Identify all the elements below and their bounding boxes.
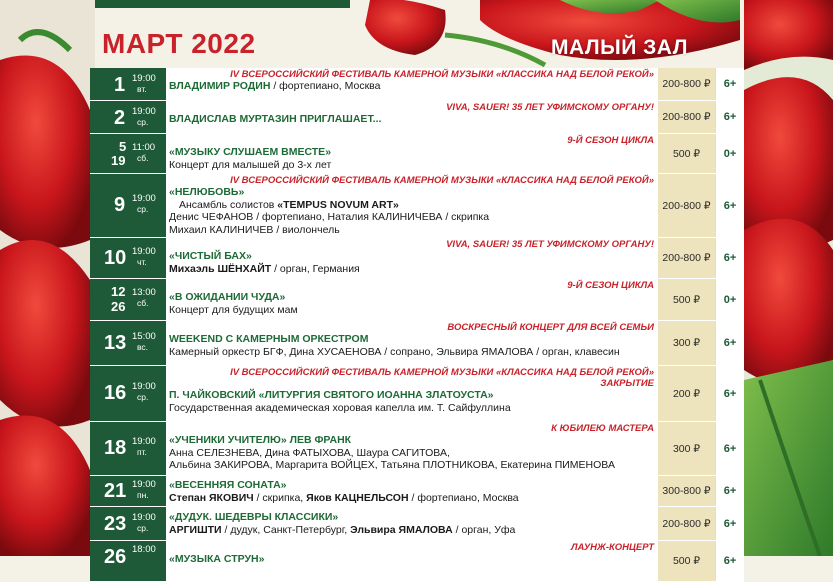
event-line-2: Денис ЧЕФАНОВ / фортепиано, Наталия КАЛИНИЧЕВА / скрипка — [169, 211, 490, 223]
event-title: ВЛАДИМИР РОДИН — [169, 80, 271, 92]
table-row — [90, 68, 744, 101]
event-title: «ВЕСЕННЯЯ СОНАТА» — [169, 479, 287, 491]
table-row — [90, 507, 744, 541]
price: 500 ₽ — [657, 541, 715, 581]
festival-label: 9-Й СЕЗОН ЦИКЛА — [567, 280, 654, 291]
time: 19:00 — [132, 479, 156, 490]
weekday: сб. — [137, 298, 149, 308]
age-rating: 6+ — [715, 68, 744, 100]
table-row — [90, 321, 744, 366]
day-number: 1 — [114, 74, 126, 96]
event-cell — [166, 174, 657, 237]
table-row — [90, 279, 744, 321]
weekday: пн. — [137, 490, 149, 500]
event-title: «МУЗЫКА СТРУН» — [169, 553, 265, 565]
age-rating: 6+ — [715, 101, 744, 133]
day-number-2: 19 — [111, 153, 126, 168]
event-desc: Камерный оркестр БГФ, Дина ХУСАЕНОВА / сопрано, Эльвира ЯМАЛОВА / орган, клавесин — [169, 345, 620, 358]
hall-title: МАЛЫЙ ЗАЛ — [551, 36, 688, 59]
festival-label-2: ЗАКРЫТИЕ — [600, 378, 654, 389]
price: 300-800 ₽ — [657, 476, 715, 506]
time: 19:00 — [132, 246, 156, 257]
event-line-1a: Ансамбль солистов — [179, 198, 278, 211]
festival-label: VIVA, SAUER! 35 ЛЕТ УФИМСКОМУ ОРГАНУ! — [446, 102, 654, 113]
price: 300 ₽ — [657, 321, 715, 365]
event-title: «ЧИСТЫЙ БАХ» — [169, 250, 252, 262]
age-rating: 0+ — [715, 279, 744, 320]
age-rating: 0+ — [715, 134, 744, 173]
festival-label: 9-Й СЕЗОН ЦИКЛА — [567, 135, 654, 146]
page-title: МАРТ 2022 — [102, 28, 256, 59]
day-number: 2 — [114, 107, 126, 129]
time: 19:00 — [132, 193, 156, 204]
event-cell — [166, 238, 657, 278]
event-line-1a: Михаэль ШЁНХАЙТ — [169, 262, 272, 275]
table-row — [90, 238, 744, 279]
day-number: 16 — [104, 382, 127, 404]
event-title: «МУЗЫКУ СЛУШАЕМ ВМЕСТЕ» — [169, 146, 332, 158]
date-cell — [90, 68, 166, 100]
festival-label: IV ВСЕРОССИЙСКИЙ ФЕСТИВАЛЬ КАМЕРНОЙ МУЗЫКИ «КЛАССИКА НАД БЕЛОЙ РЕКОЙ» — [230, 69, 654, 80]
event-title: «В ОЖИДАНИИ ЧУДА» — [169, 291, 286, 303]
event-line-3: Михаил КАЛИНИЧЕВ / виолончель — [169, 223, 340, 236]
table-row — [90, 101, 744, 134]
day-number: 21 — [104, 480, 127, 502]
price: 200-800 ₽ — [657, 238, 715, 278]
time: 15:00 — [132, 331, 156, 342]
age-rating: 6+ — [715, 507, 744, 540]
event-cell — [166, 422, 657, 475]
price: 200-800 ₽ — [657, 174, 715, 237]
time: 11:00 — [132, 142, 156, 153]
date-cell — [90, 321, 166, 365]
event-cell — [166, 507, 657, 540]
price: 200-800 ₽ — [657, 101, 715, 133]
event-line-1b: / орган, Германия — [271, 262, 360, 275]
event-desc: / фортепиано, Москва — [270, 80, 381, 92]
event-desc: Концерт для малышей до 3-х лет — [169, 158, 332, 171]
day-number: 13 — [104, 332, 127, 354]
event-line-1b: / скрипка, — [253, 491, 307, 504]
date-cell — [90, 134, 166, 173]
date-cell — [90, 422, 166, 475]
event-title: «ДУДУК. ШЕДЕВРЫ КЛАССИКИ» — [169, 511, 339, 523]
event-cell — [166, 476, 657, 506]
event-cell — [166, 366, 657, 421]
day-number-2: 26 — [111, 299, 126, 314]
event-line-1a: Степан ЯКОВИЧ — [169, 491, 254, 504]
event-title: «УЧЕНИКИ УЧИТЕЛЮ» ЛЕВ ФРАНК — [169, 434, 352, 446]
festival-label: IV ВСЕРОССИЙСКИЙ ФЕСТИВАЛЬ КАМЕРНОЙ МУЗЫКИ «КЛАССИКА НАД БЕЛОЙ РЕКОЙ» — [230, 175, 654, 186]
time: 19:00 — [132, 436, 156, 447]
age-rating: 6+ — [715, 541, 744, 581]
weekday: чт. — [137, 257, 147, 267]
event-desc: Концерт для будущих мам — [169, 303, 298, 316]
event-cell — [166, 68, 657, 100]
event-line-1b: / дудук, Санкт-Петербург, — [221, 523, 351, 536]
event-desc: Государственная академическая хоровая капелла им. Т. Сайфуллина — [169, 401, 511, 414]
table-row — [90, 422, 744, 476]
table-row — [90, 541, 744, 582]
date-cell — [90, 279, 166, 320]
table-row — [90, 476, 744, 507]
event-line-1: Анна СЕЛЕЗНЕВА, Дина ФАТЫХОВА, Шаура САГИТОВА, — [169, 446, 450, 459]
weekday: ср. — [137, 392, 149, 402]
festival-label: ВОСКРЕСНЫЙ КОНЦЕРТ ДЛЯ ВСЕЙ СЕМЬИ — [447, 322, 654, 333]
event-line-1a: АРГИШТИ — [169, 523, 222, 536]
event-cell — [166, 134, 657, 173]
age-rating: 6+ — [715, 321, 744, 365]
day-number: 23 — [104, 513, 127, 535]
event-line-2: Альбина ЗАКИРОВА, Маргарита ВОЙЦЕХ, Татьяна ПЛОТНИКОВА, Екатерина ПИМЕНОВА — [169, 459, 615, 471]
event-title: П. ЧАЙКОВСКИЙ «ЛИТУРГИЯ СВЯТОГО ИОАННА ЗЛАТОУСТА» — [169, 389, 494, 401]
event-line-1d: / фортепиано, Москва — [408, 491, 519, 504]
day-number: 5 — [119, 139, 127, 154]
event-title: ВЛАДИСЛАВ МУРТАЗИН ПРИГЛАШАЕТ... — [169, 113, 382, 125]
date-cell — [90, 366, 166, 421]
time: 19:00 — [132, 512, 156, 523]
price: 200-800 ₽ — [657, 507, 715, 540]
age-rating: 6+ — [715, 238, 744, 278]
event-line-1c: Яков КАЦНЕЛЬСОН — [306, 491, 409, 504]
event-cell — [166, 279, 657, 320]
price: 200 ₽ — [657, 366, 715, 421]
day-number: 18 — [104, 437, 127, 459]
time: 13:00 — [132, 287, 156, 298]
age-rating: 6+ — [715, 476, 744, 506]
weekday: сб. — [137, 153, 149, 163]
day-number: 10 — [104, 247, 127, 269]
event-line-1b: «TEMPUS NOVUM ART» — [277, 198, 399, 211]
time: 19:00 — [132, 73, 156, 84]
festival-label: VIVA, SAUER! 35 ЛЕТ УФИМСКОМУ ОРГАНУ! — [446, 239, 654, 250]
weekday: ср. — [137, 117, 149, 127]
weekday: вт. — [137, 84, 147, 94]
festival-label: IV ВСЕРОССИЙСКИЙ ФЕСТИВАЛЬ КАМЕРНОЙ МУЗЫКИ «КЛАССИКА НАД БЕЛОЙ РЕКОЙ» — [230, 367, 654, 378]
age-rating: 6+ — [715, 366, 744, 421]
date-cell — [90, 101, 166, 133]
festival-label: ЛАУНЖ-КОНЦЕРТ — [570, 542, 654, 553]
day-number: 26 — [104, 546, 127, 568]
date-cell — [90, 476, 166, 506]
table-row — [90, 174, 744, 238]
weekday: ср. — [137, 204, 149, 214]
day-number: 9 — [114, 194, 126, 216]
price: 200-800 ₽ — [657, 68, 715, 100]
weekday: вс. — [137, 342, 149, 352]
event-cell — [166, 541, 657, 581]
weekday: пт. — [137, 447, 147, 457]
event-cell — [166, 321, 657, 365]
event-cell — [166, 101, 657, 133]
event-line-1c: Эльвира ЯМАЛОВА — [350, 523, 453, 536]
date-cell — [90, 238, 166, 278]
age-rating: 6+ — [715, 422, 744, 475]
event-title: «НЕЛЮБОВЬ» — [169, 186, 245, 198]
date-cell — [90, 507, 166, 540]
time: 19:00 — [132, 381, 156, 392]
date-cell — [90, 174, 166, 237]
concert-schedule-table — [90, 68, 744, 582]
festival-label: К ЮБИЛЕЮ МАСТЕРА — [551, 423, 654, 434]
price: 300 ₽ — [657, 422, 715, 475]
weekday: ср. — [137, 523, 149, 533]
event-line-1d: / орган, Уфа — [452, 523, 516, 536]
header-tab — [95, 0, 350, 8]
age-rating: 6+ — [715, 174, 744, 237]
event-title: WEEKEND С КАМЕРНЫМ ОРКЕСТРОМ — [169, 333, 369, 345]
date-cell — [90, 541, 166, 581]
price: 500 ₽ — [657, 134, 715, 173]
day-number: 12 — [111, 284, 126, 299]
table-row — [90, 366, 744, 422]
price: 500 ₽ — [657, 279, 715, 320]
time: 18:00 — [132, 544, 156, 555]
table-row — [90, 134, 744, 174]
time: 19:00 — [132, 106, 156, 117]
